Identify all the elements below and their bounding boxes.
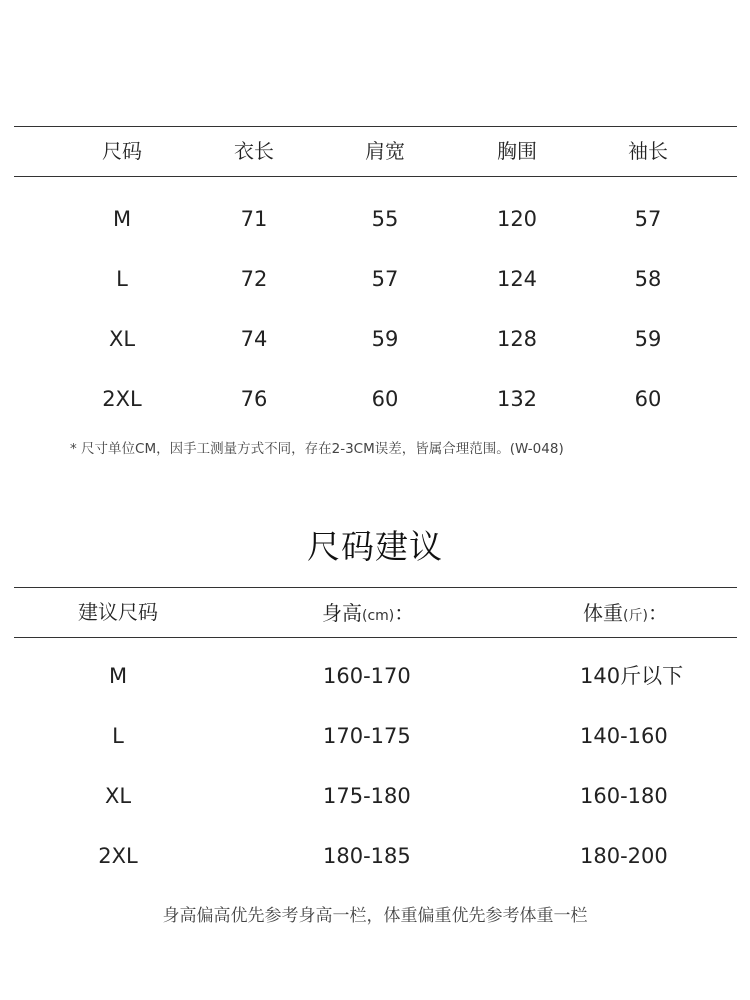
recommendation-footer-note: 身高偏高优先参考身高一栏，体重偏重优先参考体重一栏 bbox=[162, 906, 588, 926]
recommendation-weight: 140-160 bbox=[580, 724, 668, 748]
recommendation-height: 160-170 bbox=[323, 664, 411, 688]
header-sleeve: 袖长 bbox=[628, 139, 668, 163]
table-top-rule bbox=[14, 126, 737, 127]
table-cell: 132 bbox=[496, 387, 538, 411]
table-cell: 57 bbox=[371, 267, 399, 291]
header-shoulder: 肩宽 bbox=[365, 139, 405, 163]
table-cell: 124 bbox=[496, 267, 538, 291]
table-cell: 120 bbox=[496, 207, 538, 231]
recommendation-title: 尺码建议 bbox=[307, 527, 443, 566]
table-cell: L bbox=[116, 267, 128, 291]
header-size: 尺码 bbox=[102, 139, 142, 163]
table-cell: 60 bbox=[371, 387, 399, 411]
measurement-note: * 尺寸单位CM，因手工测量方式不同，存在2-3CM误差，皆属合理范围。(W-048) bbox=[70, 441, 564, 457]
header-chest: 胸围 bbox=[497, 139, 537, 163]
header-weight-colon: ： bbox=[647, 601, 668, 625]
table-cell: 58 bbox=[634, 267, 662, 291]
recommendation-weight: 180-200 bbox=[580, 844, 668, 868]
header-weight-label: 体重 bbox=[583, 601, 623, 625]
header-recommended-size-label: 建议尺码 bbox=[78, 600, 158, 624]
header-length: 衣长 bbox=[234, 139, 274, 163]
table-cell: 72 bbox=[240, 267, 268, 291]
table-cell: 2XL bbox=[102, 387, 142, 411]
header-weight bbox=[583, 603, 668, 623]
header-height-colon: ： bbox=[394, 601, 415, 625]
table-cell: 59 bbox=[634, 327, 662, 351]
table-cell: 60 bbox=[634, 387, 662, 411]
table-cell: 55 bbox=[371, 207, 399, 231]
table-cell: M bbox=[112, 207, 132, 231]
recommendation-height: 175-180 bbox=[323, 784, 411, 808]
table-cell: 128 bbox=[496, 327, 538, 351]
recommendation-height: 180-185 bbox=[323, 844, 411, 868]
table-cell: 74 bbox=[240, 327, 268, 351]
recommendation-top-rule bbox=[14, 587, 737, 588]
header-weight-unit: (斤) bbox=[623, 608, 648, 624]
table-cell: 57 bbox=[634, 207, 662, 231]
header-height-label: 身高 bbox=[322, 601, 362, 625]
header-height bbox=[322, 603, 414, 623]
header-height-unit: (cm) bbox=[362, 608, 395, 624]
recommendation-weight: 160-180 bbox=[580, 784, 668, 808]
recommendation-height: 170-175 bbox=[323, 724, 411, 748]
table-cell: 76 bbox=[240, 387, 268, 411]
header-recommended-size bbox=[62, 602, 174, 622]
recommendation-size: XL bbox=[104, 784, 132, 808]
recommendation-header-rule bbox=[14, 637, 737, 638]
table-cell: 71 bbox=[240, 207, 268, 231]
recommendation-size: L bbox=[112, 724, 124, 748]
table-cell: XL bbox=[108, 327, 136, 351]
recommendation-size: M bbox=[108, 664, 128, 688]
recommendation-size: 2XL bbox=[98, 844, 138, 868]
table-header-rule bbox=[14, 176, 737, 177]
table-cell: 59 bbox=[371, 327, 399, 351]
recommendation-weight: 140斤以下 bbox=[580, 664, 684, 688]
